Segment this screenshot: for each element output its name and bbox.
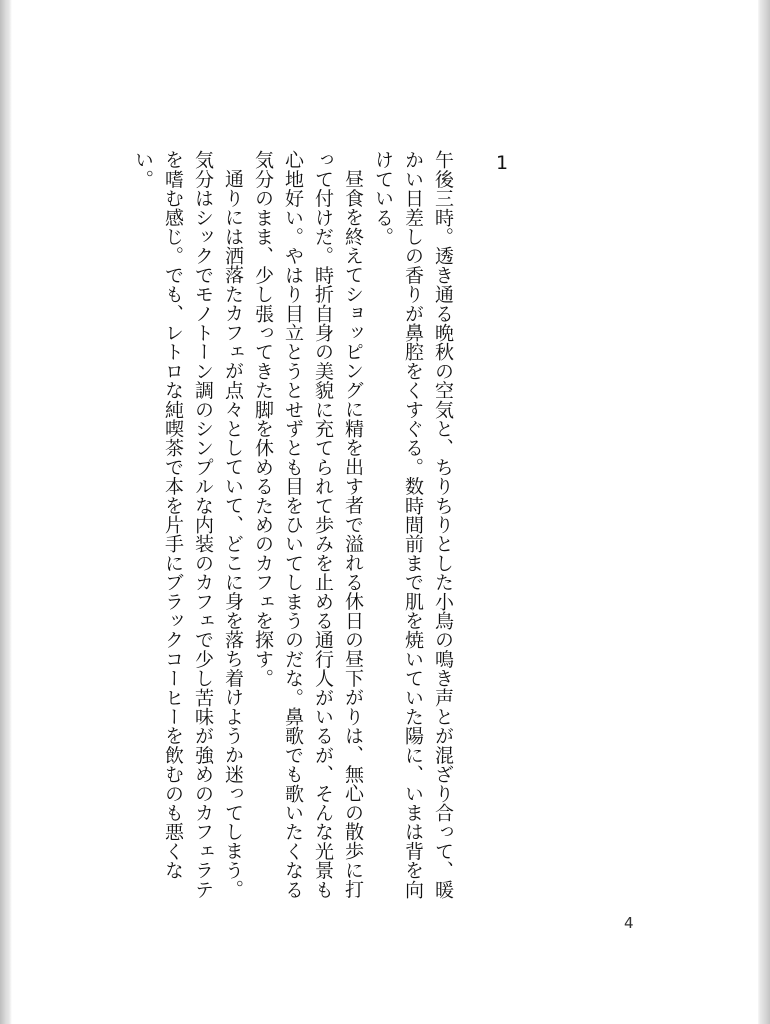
paragraph-2: 昼食を終えてショッピングに精を出す者で溢れる休日の昼下がりは、無心の散歩に打って付けだ。時折自身の美貌に充てられて歩みを止める通行人がいるが、そんな光景も心地好い。やはり目立とうとせずとも目をひいてしまうのだな。鼻歌でも歌いたくなる気分のまま、少し張ってきた脚を休めるためのカフェを探す。 [252, 150, 364, 899]
book-page [12, 0, 758, 1024]
paragraph-1: 午後三時。透き通る晩秋の空気と、ちりちりとした小鳥の鳴き声とが混ざり合って、暖かい日差しの香りが鼻腔をくすぐる。数時間前まで肌を焼いていた陽に、いまは背を向けている。 [372, 150, 454, 899]
chapter-number: 1 [495, 152, 509, 174]
vertical-text-body [128, 150, 458, 910]
page-number: 4 [624, 914, 634, 932]
paragraph-3: 通りには洒落たカフェが点々としていて、どこに身を落ち着けようか迷ってしまう。気分はシックでモノトーン調のシンプルな内装のカフェで少し苦味が強めのカフェラテを嗜む感じ。でも、レトロな純喫茶で本を片手にブラックコーヒーを飲むのも悪くない。 [132, 150, 244, 899]
